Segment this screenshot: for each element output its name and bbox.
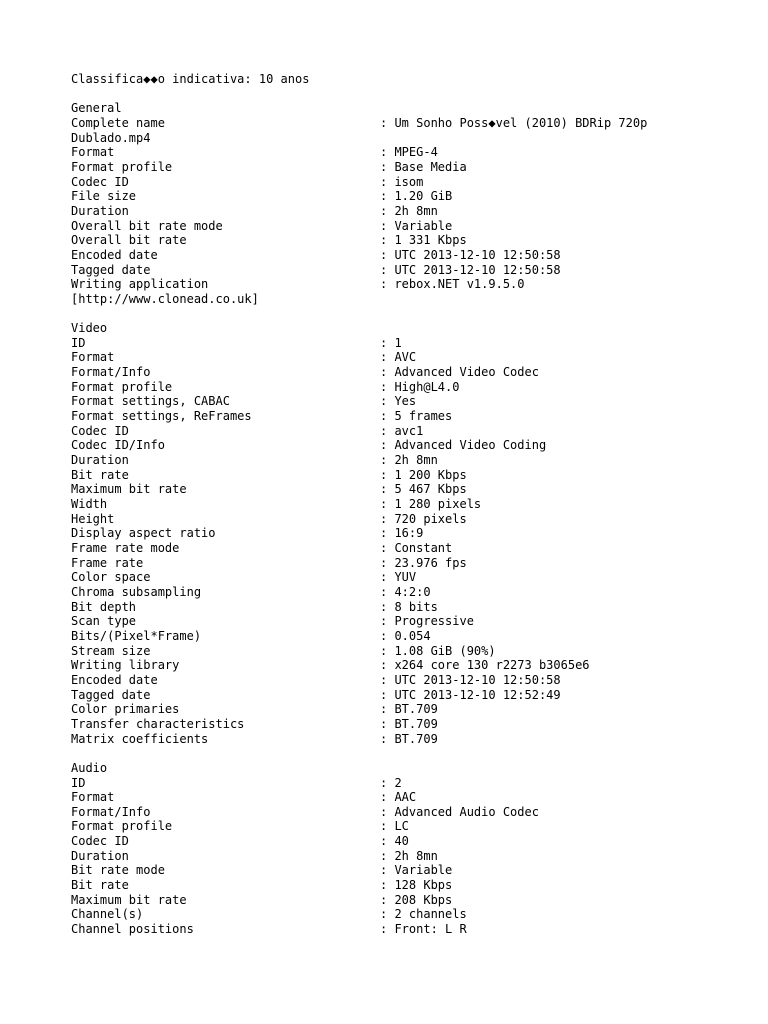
info-row [71,776,751,791]
field-name: Bits/(Pixel*Frame) [71,628,202,643]
field-value: : 1.08 GiB (90%) [380,643,496,658]
field-name: Display aspect ratio [71,526,216,541]
field-name: Format profile [71,159,173,174]
info-row [71,248,751,263]
info-row [71,482,751,497]
info-row [71,131,751,146]
field-value: : 1.20 GiB [380,189,453,204]
field-value: : 2h 8mn [380,848,438,863]
field-name: File size [71,189,137,204]
blank-line [71,746,751,761]
field-name: Tagged date [71,262,151,277]
field-name: Width [71,497,108,512]
field-name: Format [71,350,115,365]
field-name: Dublado.mp4 [71,130,151,145]
info-row [71,409,751,424]
info-row [71,292,751,307]
field-value: : Base Media [380,159,467,174]
field-name: Overall bit rate mode [71,218,223,233]
field-value: : AAC [380,790,417,805]
section-title-video: Video [71,321,108,336]
info-row [71,849,751,864]
info-row [71,365,751,380]
info-row [71,819,751,834]
field-name: Format/Info [71,365,151,380]
field-name: Tagged date [71,687,151,702]
field-value: : 2h 8mn [380,203,438,218]
field-value: : 720 pixels [380,511,467,526]
field-value: : 40 [380,834,409,849]
section-title-general: General [71,101,122,116]
field-value: : 2h 8mn [380,453,438,468]
info-row [71,394,751,409]
field-value: : UTC 2013-12-10 12:50:58 [380,262,561,277]
field-value: : UTC 2013-12-10 12:52:49 [380,687,561,702]
field-name: Color space [71,570,151,585]
field-name: Height [71,511,115,526]
info-row [71,702,751,717]
field-value: : 1 280 pixels [380,497,482,512]
field-value: : Constant [380,541,453,555]
info-row [71,263,751,278]
field-name: Maximum bit rate [71,892,187,907]
field-value: : x264 core 130 r2273 b3065e6 [380,658,590,673]
info-row [71,893,751,908]
info-row [71,878,751,893]
field-name: Frame rate mode [71,541,180,555]
info-row [71,790,751,805]
field-value: : BT.709 [380,716,438,731]
info-row [71,644,751,659]
field-name: Format profile [71,819,173,834]
field-value: : LC [380,819,409,834]
info-row [71,834,751,849]
field-value: : Advanced Video Codec [380,365,539,380]
info-row [71,380,751,395]
field-name: Writing application [71,277,209,292]
field-value: : 23.976 fps [380,555,467,570]
field-name: Matrix coefficients [71,731,209,746]
field-value: : 208 Kbps [380,892,453,907]
info-row [71,922,751,937]
info-row [71,204,751,219]
field-name: Encoded date [71,672,158,687]
info-row [71,863,751,878]
field-name: Color primaries [71,702,180,717]
field-name: Bit rate [71,467,129,482]
field-value: : 1 200 Kbps [380,467,467,482]
field-name: Writing library [71,658,180,673]
field-name: ID [71,335,86,350]
field-value: : Advanced Audio Codec [380,804,539,819]
field-value: : 2 [380,775,402,790]
info-row [71,277,751,292]
info-row [71,907,751,922]
field-value: : Variable [380,863,453,878]
field-value: : 1 331 Kbps [380,233,467,248]
info-row [71,629,751,644]
info-row [71,732,751,747]
field-name: Format profile [71,379,173,394]
field-name: Transfer characteristics [71,716,245,731]
field-name: Stream size [71,643,151,658]
info-row [71,438,751,453]
field-value: : 1 [380,335,402,350]
info-row [71,570,751,585]
field-name: Bit rate [71,878,129,893]
field-name: Duration [71,848,129,863]
field-value: : YUV [380,570,417,585]
info-row [71,658,751,673]
info-row [71,512,751,527]
field-value: : Um Sonho Poss◆vel (2010) BDRip 720p [380,115,648,130]
info-row [71,145,751,160]
field-name: Bit depth [71,599,137,614]
field-name: ID [71,775,86,790]
info-sections [71,87,751,937]
field-name: Format settings, CABAC [71,394,230,409]
info-row [71,585,751,600]
field-value: : MPEG-4 [380,145,438,160]
info-row [71,468,751,483]
field-value: : 128 Kbps [380,878,453,893]
section-title-audio: Audio [71,760,108,775]
field-value: : UTC 2013-12-10 12:50:58 [380,672,561,687]
field-value: : 0.054 [380,628,431,643]
field-name: Channel positions [71,922,194,937]
info-row [71,600,751,615]
info-row [71,541,751,556]
field-value: : 5 467 Kbps [380,482,467,497]
info-row [71,526,751,541]
field-name: Duration [71,203,129,218]
field-value: : UTC 2013-12-10 12:50:58 [380,247,561,262]
info-row [71,497,751,512]
classification-line: Classifica◆◆o indicativa: 10 anos [71,72,310,86]
info-row [71,424,751,439]
info-row [71,350,751,365]
field-name: [http://www.clonead.co.uk] [71,291,259,306]
field-value: : Front: L R [380,922,467,937]
field-name: Format [71,790,115,805]
field-value: : Progressive [380,614,474,629]
field-name: Maximum bit rate [71,482,187,497]
field-name: Duration [71,453,129,468]
field-name: Bit rate mode [71,863,165,878]
field-name: Complete name [71,115,165,130]
info-row [71,336,751,351]
field-value: : 4:2:0 [380,584,431,599]
info-row [71,160,751,175]
field-name: Overall bit rate [71,233,187,248]
info-row [71,688,751,703]
field-value: : 2 channels [380,907,467,922]
info-row [71,116,751,131]
field-value: : 8 bits [380,599,438,614]
info-row [71,556,751,571]
field-value: : avc1 [380,423,424,438]
field-name: Encoded date [71,247,158,262]
field-name: Scan type [71,614,137,629]
field-name: Channel(s) [71,907,144,922]
info-row [71,189,751,204]
field-value: : Yes [380,394,417,409]
info-row [71,233,751,248]
field-value: : AVC [380,350,417,365]
field-value: : rebox.NET v1.9.5.0 [380,277,525,292]
field-name: Frame rate [71,555,144,570]
info-row [71,805,751,820]
field-name: Format settings, ReFrames [71,409,252,424]
field-name: Chroma subsampling [71,584,202,599]
field-value: : 5 frames [380,409,453,424]
field-value: : isom [380,174,424,189]
info-row [71,717,751,732]
info-row [71,175,751,190]
field-value: : Variable [380,218,453,233]
field-name: Codec ID [71,423,129,438]
field-name: Codec ID [71,174,129,189]
media-info-document [71,72,751,937]
info-row [71,614,751,629]
blank-line [71,307,751,322]
blank-line [71,87,751,102]
field-value: : BT.709 [380,702,438,717]
field-name: Format/Info [71,804,151,819]
field-name: Codec ID/Info [71,438,165,453]
field-value: : Advanced Video Coding [380,438,547,453]
field-value: : 16:9 [380,526,424,541]
field-value: : High@L4.0 [380,379,460,394]
info-row [71,453,751,468]
info-row [71,673,751,688]
field-name: Format [71,145,115,160]
info-row [71,219,751,234]
field-name: Codec ID [71,834,129,849]
field-value: : BT.709 [380,731,438,746]
